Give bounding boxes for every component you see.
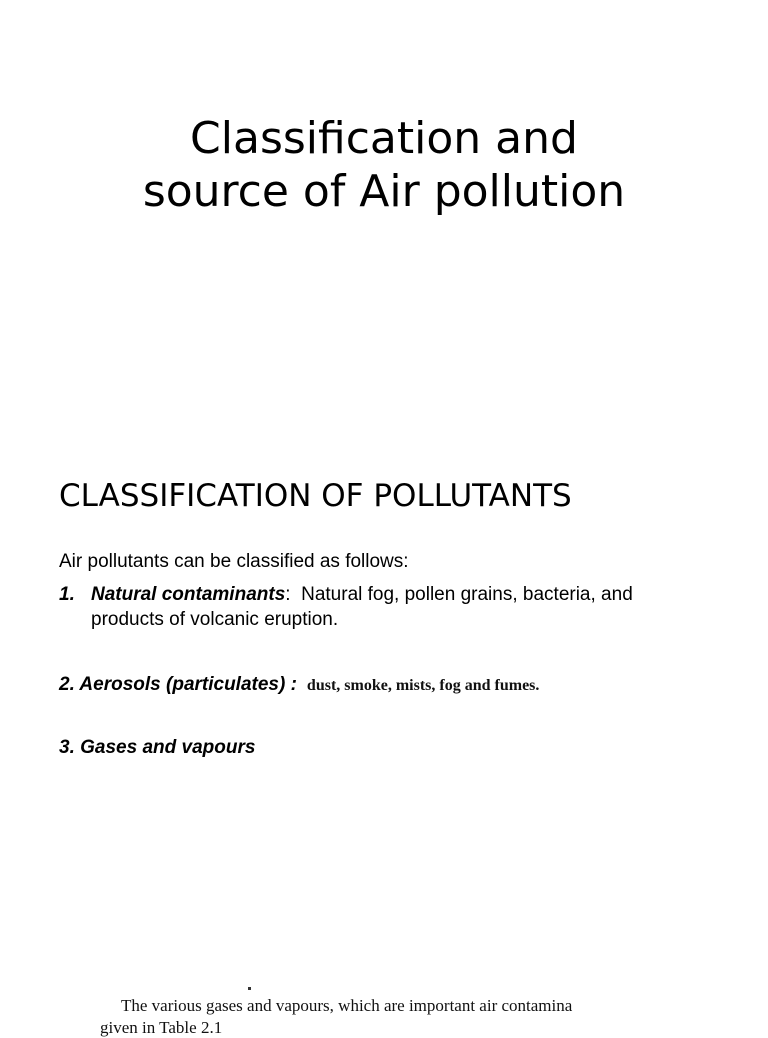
- scan-artifact-mark: [248, 987, 251, 990]
- term-separator: :: [285, 584, 291, 605]
- title-slide: [0, 0, 768, 440]
- scanned-line-2: given in Table 2.1: [100, 1018, 223, 1037]
- slide-title-line-2: source of Air pollution: [142, 166, 626, 217]
- natural-contaminants-description-line-2: products of volcanic eruption.: [91, 609, 339, 630]
- slide-title: [0, 112, 768, 218]
- aerosols-description: dust, smoke, mists, fog and fumes.: [306, 677, 540, 694]
- term-gases-and-vapours: 3. Gases and vapours: [59, 737, 256, 758]
- list-item-gases: [59, 735, 255, 760]
- list-item-aerosols: [59, 672, 539, 698]
- section-heading: CLASSIFICATION OF POLLUTANTS: [59, 478, 572, 514]
- list-item-body: [91, 582, 719, 632]
- scanned-line-1: The various gases and vapours, which are important air contamina: [121, 996, 573, 1015]
- list-number: 1.: [59, 584, 75, 605]
- term-aerosols: 2. Aerosols (particulates) :: [59, 674, 297, 695]
- natural-contaminants-description-line-1: Natural fog, pollen grains, bacteria, and: [301, 584, 633, 605]
- slide-title-line-1: Classification and: [190, 113, 578, 164]
- scanned-text-excerpt: [100, 980, 660, 1037]
- intro-text: Air pollutants can be classified as follows:: [59, 551, 409, 572]
- list-item-natural-contaminants: [59, 582, 719, 632]
- content-slide: [0, 440, 768, 1037]
- term-natural-contaminants: Natural contaminants: [91, 584, 286, 605]
